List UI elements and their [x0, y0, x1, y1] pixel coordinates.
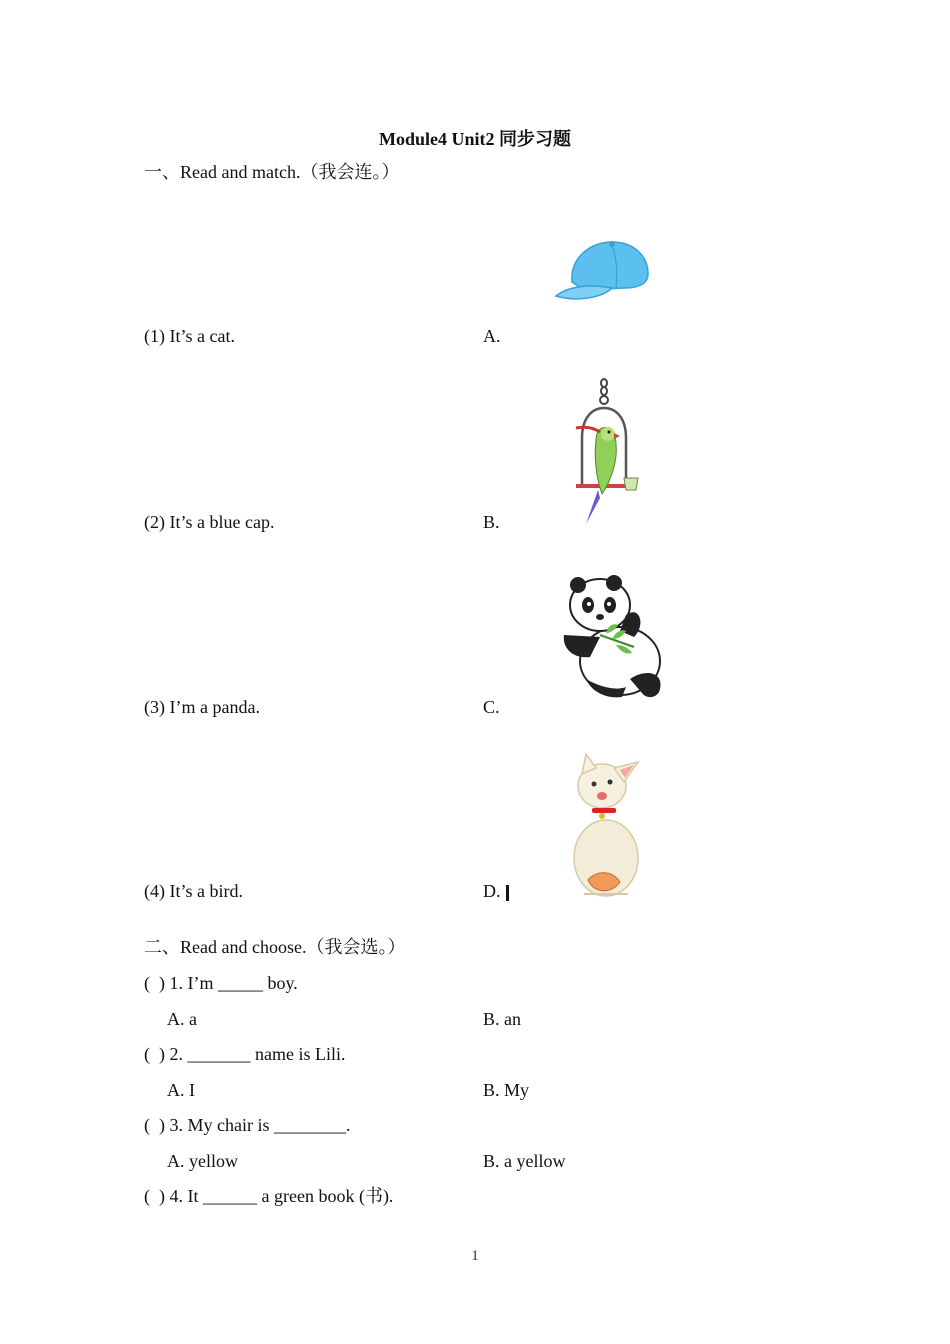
text-cursor [506, 885, 509, 901]
question-3: ( ) 3. My chair is ________. [144, 1115, 351, 1135]
panda-icon [560, 575, 666, 701]
section1-heading: 一、Read and match.（我会连。） [144, 162, 400, 182]
match-item-4: (4) It’s a bird. [144, 881, 243, 901]
question-1-option-b: B. an [483, 1009, 521, 1029]
page-title: Module4 Unit2 同步习题 [378, 129, 571, 149]
page-number: 1 [471, 1248, 479, 1264]
parrot-icon [572, 378, 642, 528]
question-4: ( ) 4. It ______ a green book (书). [144, 1186, 394, 1206]
match-item-2: (2) It’s a blue cap. [144, 512, 275, 532]
question-3-option-b: B. a yellow [483, 1151, 566, 1171]
match-option-d: D. [483, 881, 501, 901]
question-2-option-a: A. I [167, 1080, 195, 1100]
match-option-b: B. [483, 512, 500, 532]
match-item-3: (3) I’m a panda. [144, 697, 260, 717]
match-option-c: C. [483, 697, 500, 717]
question-3-option-a: A. yellow [167, 1151, 238, 1171]
cap-icon [554, 238, 652, 302]
match-option-a: A. [483, 326, 501, 346]
question-1: ( ) 1. I’m _____ boy. [144, 973, 298, 993]
question-2: ( ) 2. _______ name is Lili. [144, 1044, 346, 1064]
question-2-option-b: B. My [483, 1080, 530, 1100]
section2-heading: 二、Read and choose.（我会选。） [144, 937, 406, 957]
cat-icon [562, 752, 650, 900]
question-1-option-a: A. a [167, 1009, 197, 1029]
match-item-1: (1) It’s a cat. [144, 326, 235, 346]
